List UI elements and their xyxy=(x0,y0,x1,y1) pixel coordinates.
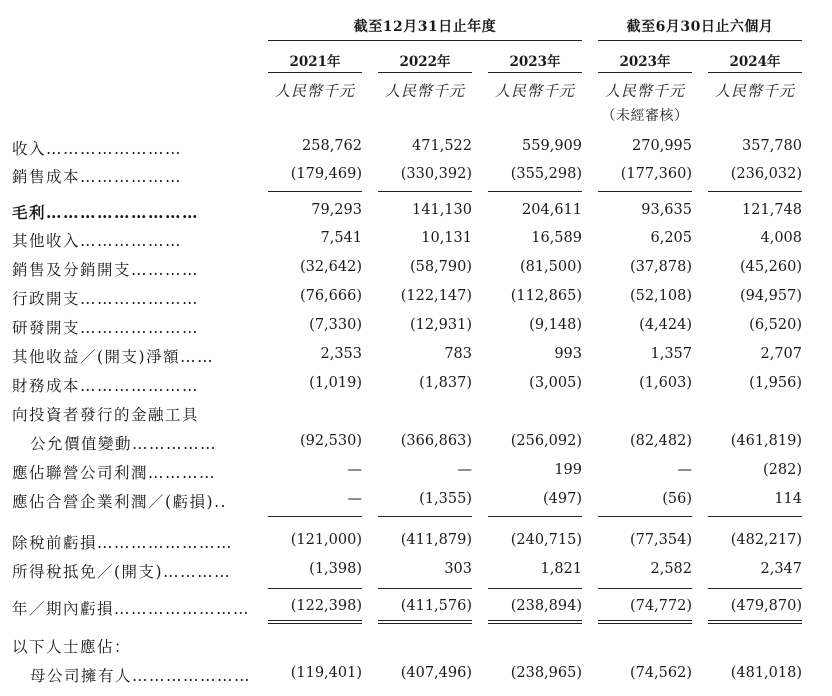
row-label: 向投資者發行的金融工具 xyxy=(12,406,200,424)
table-cell: (238,894) xyxy=(510,598,582,614)
table-cell: 303 xyxy=(444,561,472,577)
group-header-rule xyxy=(598,40,802,41)
row-label: 應佔聯營公司利潤………… xyxy=(12,464,217,482)
table-cell: (45,260) xyxy=(739,259,802,275)
table-cell: (330,392) xyxy=(400,166,472,182)
table-row xyxy=(0,165,832,191)
table-cell: 258,762 xyxy=(302,138,362,154)
total-double-rule xyxy=(708,620,802,624)
table-row xyxy=(0,258,832,284)
year-header: 2022年 xyxy=(399,54,451,70)
table-cell: (1,019) xyxy=(309,375,362,391)
year-header-rule xyxy=(268,72,362,73)
table-cell: 2,347 xyxy=(760,561,802,577)
table-cell: (1,398) xyxy=(309,561,362,577)
table-cell: 2,353 xyxy=(320,346,362,362)
row-label: 以下人士應佔： xyxy=(12,638,132,656)
row-label: 除稅前虧損…………………… xyxy=(12,534,234,552)
table-cell: 204,611 xyxy=(522,202,582,218)
table-cell: (122,147) xyxy=(400,288,472,304)
table-row xyxy=(0,316,832,342)
table-cell: 199 xyxy=(554,462,582,478)
group-header-year-ended: 截至12月31日止年度 xyxy=(353,19,497,35)
table-cell: (122,398) xyxy=(290,598,362,614)
table-cell: (411,576) xyxy=(400,598,472,614)
total-double-rule xyxy=(378,620,472,624)
table-cell: (92,530) xyxy=(299,433,362,449)
table-cell: (7,330) xyxy=(309,317,362,333)
total-double-rule xyxy=(598,620,692,624)
table-cell: (461,819) xyxy=(730,433,802,449)
table-cell: 10,131 xyxy=(421,230,472,246)
table-cell: (238,965) xyxy=(510,665,582,681)
year-header: 2023年 xyxy=(619,54,671,70)
year-header-rule xyxy=(708,72,802,73)
table-cell: 141,130 xyxy=(412,202,472,218)
table-row xyxy=(0,374,832,400)
table-cell: (240,715) xyxy=(510,532,582,548)
subtotal-rule xyxy=(708,516,802,517)
table-row xyxy=(0,403,832,429)
subtotal-rule xyxy=(268,516,362,517)
table-cell: (497) xyxy=(543,491,582,507)
table-row xyxy=(0,635,832,661)
table-row xyxy=(0,531,832,557)
subtotal-rule xyxy=(708,588,802,589)
table-row xyxy=(0,201,832,227)
row-label: 行政開支………………… xyxy=(12,290,200,308)
table-cell: (407,496) xyxy=(400,665,472,681)
row-label: 所得稅抵免／(開支)………… xyxy=(12,563,232,581)
table-cell: (236,032) xyxy=(730,166,802,182)
total-double-rule xyxy=(488,620,582,624)
table-cell: (56) xyxy=(662,491,692,507)
table-cell: 6,205 xyxy=(650,230,692,246)
row-label: 銷售及分銷開支………… xyxy=(12,261,200,279)
row-label: 母公司擁有人………………… xyxy=(30,667,252,685)
table-cell: — xyxy=(677,462,692,478)
row-label: 其他收益／(開支)淨額…… xyxy=(12,348,215,366)
table-cell: 4,008 xyxy=(760,230,802,246)
unit-label: 人民幣千元 xyxy=(384,82,465,100)
table-cell: (32,642) xyxy=(299,259,362,275)
subtotal-rule xyxy=(378,588,472,589)
table-cell: — xyxy=(457,462,472,478)
year-header: 2023年 xyxy=(509,54,561,70)
table-row xyxy=(0,461,832,487)
table-cell: 357,780 xyxy=(742,138,802,154)
table-cell: (9,148) xyxy=(529,317,582,333)
group-header-rule xyxy=(268,40,582,41)
year-header: 2021年 xyxy=(289,54,341,70)
row-label: 年／期內虧損…………………… xyxy=(12,600,251,618)
subtotal-rule xyxy=(598,191,692,192)
table-row xyxy=(0,137,832,163)
year-header-rule xyxy=(488,72,582,73)
table-cell: 79,293 xyxy=(311,202,362,218)
subtotal-rule xyxy=(378,516,472,517)
table-cell: 7,541 xyxy=(320,230,362,246)
table-cell: (1,956) xyxy=(749,375,802,391)
table-cell: 93,635 xyxy=(641,202,692,218)
table-cell: 783 xyxy=(444,346,472,362)
table-row xyxy=(0,560,832,586)
table-cell: (74,772) xyxy=(629,598,692,614)
unit-label: 人民幣千元 xyxy=(274,82,355,100)
table-cell: (37,878) xyxy=(629,259,692,275)
table-cell: (12,931) xyxy=(409,317,472,333)
table-cell: (481,018) xyxy=(730,665,802,681)
table-cell: (4,424) xyxy=(639,317,692,333)
table-cell: (366,863) xyxy=(400,433,472,449)
subtotal-rule xyxy=(598,516,692,517)
total-double-rule xyxy=(268,620,362,624)
table-cell: 2,582 xyxy=(650,561,692,577)
subtotal-rule xyxy=(378,191,472,192)
table-cell: 993 xyxy=(554,346,582,362)
row-label: 應佔合營企業利潤／(虧損).. xyxy=(12,493,227,511)
table-cell: (282) xyxy=(763,462,802,478)
table-row xyxy=(0,345,832,371)
table-cell: (77,354) xyxy=(629,532,692,548)
subtotal-rule xyxy=(268,588,362,589)
row-label: 毛利……………………… xyxy=(12,203,200,222)
unaudited-label: （未經審核） xyxy=(601,108,689,124)
row-label: 財務成本………………… xyxy=(12,377,200,395)
table-cell: 121,748 xyxy=(742,202,802,218)
table-cell: 559,909 xyxy=(522,138,582,154)
subtotal-rule xyxy=(488,191,582,192)
table-cell: (179,469) xyxy=(290,166,362,182)
table-cell: (94,957) xyxy=(739,288,802,304)
table-cell: (82,482) xyxy=(629,433,692,449)
subtotal-rule xyxy=(268,191,362,192)
subtotal-rule xyxy=(708,191,802,192)
year-header: 2024年 xyxy=(729,54,781,70)
row-label: 銷售成本……………… xyxy=(12,168,183,186)
table-cell: 114 xyxy=(774,491,802,507)
table-cell: 1,821 xyxy=(540,561,582,577)
table-cell: (482,217) xyxy=(730,532,802,548)
table-cell: (121,000) xyxy=(290,532,362,548)
table-cell: (1,603) xyxy=(639,375,692,391)
table-cell: (3,005) xyxy=(529,375,582,391)
table-cell: (52,108) xyxy=(629,288,692,304)
table-cell: (112,865) xyxy=(510,288,582,304)
table-cell: 471,522 xyxy=(412,138,472,154)
table-row xyxy=(0,287,832,313)
table-cell: 1,357 xyxy=(650,346,692,362)
subtotal-rule xyxy=(488,588,582,589)
row-label: 其他收入……………… xyxy=(12,232,183,250)
table-cell: (6,520) xyxy=(749,317,802,333)
table-cell: (58,790) xyxy=(409,259,472,275)
subtotal-rule xyxy=(598,588,692,589)
table-cell: — xyxy=(347,491,362,507)
year-header-rule xyxy=(378,72,472,73)
table-cell: (74,562) xyxy=(629,665,692,681)
table-row xyxy=(0,229,832,255)
table-row xyxy=(0,490,832,516)
subtotal-rule xyxy=(488,516,582,517)
table-row xyxy=(0,432,832,458)
table-cell: (81,500) xyxy=(519,259,582,275)
table-cell: (355,298) xyxy=(510,166,582,182)
table-row xyxy=(0,664,832,690)
table-cell: 270,995 xyxy=(632,138,692,154)
row-label: 收入…………………… xyxy=(12,140,183,158)
unit-label: 人民幣千元 xyxy=(714,82,795,100)
table-cell: (76,666) xyxy=(299,288,362,304)
group-header-six-months: 截至6月30日止六個月 xyxy=(626,19,774,35)
table-cell: (479,870) xyxy=(730,598,802,614)
year-header-rule xyxy=(598,72,692,73)
table-cell: (1,355) xyxy=(419,491,472,507)
table-cell: 16,589 xyxy=(531,230,582,246)
table-cell: (411,879) xyxy=(400,532,472,548)
table-cell: 2,707 xyxy=(760,346,802,362)
table-cell: (1,837) xyxy=(419,375,472,391)
table-cell: (256,092) xyxy=(510,433,582,449)
table-cell: (119,401) xyxy=(290,665,362,681)
table-cell: — xyxy=(347,462,362,478)
row-label: 研發開支………………… xyxy=(12,319,200,337)
table-cell: (177,360) xyxy=(620,166,692,182)
unit-label: 人民幣千元 xyxy=(604,82,685,100)
unit-label: 人民幣千元 xyxy=(494,82,575,100)
row-label: 公允價值變動…………… xyxy=(30,435,218,453)
